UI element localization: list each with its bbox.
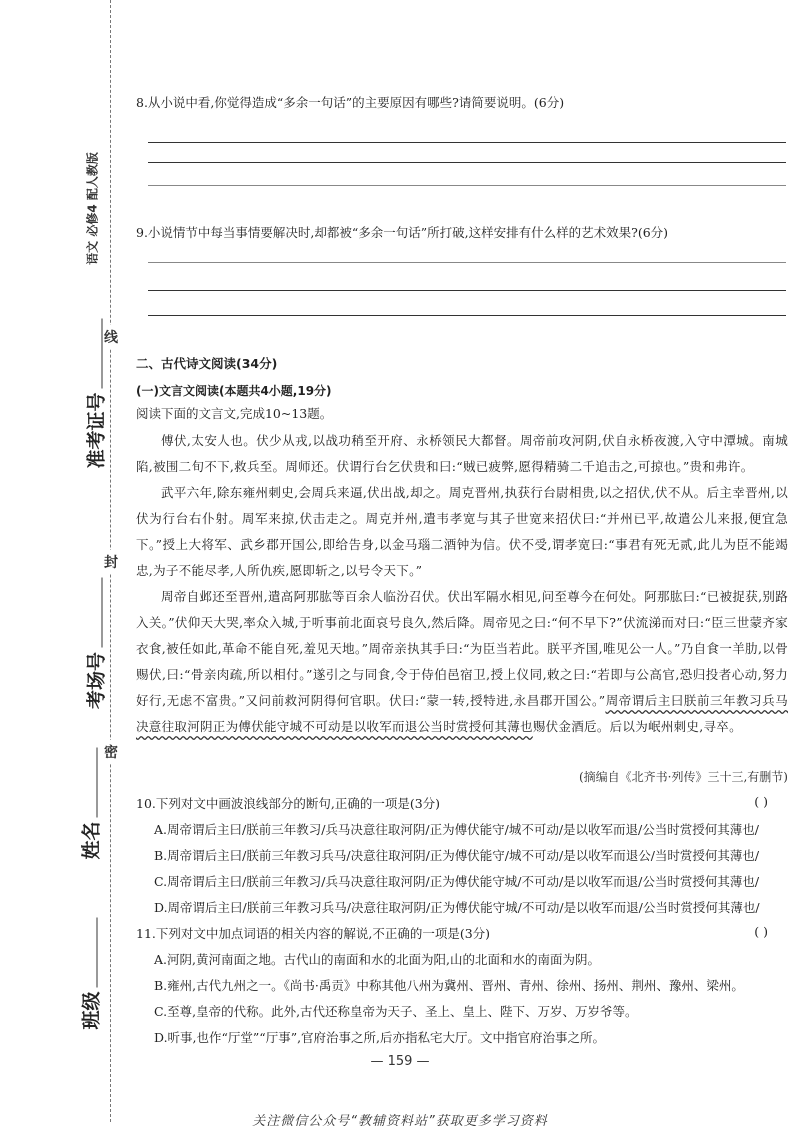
option-c[interactable]: C.周帝谓后主曰/朕前三年教习/兵马决意往取河阴/正为傅伏能守城/不可动/是以收军而退/公当时赏授何其薄也/ <box>154 874 760 889</box>
answer-bracket[interactable]: ( ) <box>754 924 768 939</box>
ticket-blank[interactable] <box>102 318 103 388</box>
footer-note: 关注微信公众号“教辅资料站”获取更多学习资料 <box>252 1114 548 1129</box>
cut-mark-secret: 密 <box>104 740 118 764</box>
passage-paragraph-1: 傅伏,太安人也。伏少从戎,以战功稍至开府、永桥领民大都督。周帝前攻河阴,伏自永桥夜渡,入守中潭城。南城陷,被围二旬不下,救兵至。周师还。伏谓行台乞伏贵和曰:“贼已疲弊,愿得精骑二千追击之,可掠也。”贵和弗许。 <box>136 433 788 474</box>
reading-instruction: 阅读下面的文言文,完成10~13题。 <box>136 406 333 421</box>
option-a[interactable]: A.河阴,黄河南面之地。古代山的南面和水的北面为阳,山的北面和水的南面为阴。 <box>154 952 600 967</box>
side-book-label: 语文 必修4 配人教版 <box>85 152 100 265</box>
option-a[interactable]: A.周帝谓后主曰/朕前三年教习/兵马决意往取河阴/正为傅伏能守/城不可动/是以收军而退/公当时赏授何其薄也/ <box>154 822 759 837</box>
option-d[interactable]: D.听事,也作“厅堂”“厅事”,官府治事之所,后亦指私宅大厅。文中指官府治事之所。 <box>154 1030 606 1045</box>
section-heading: 二、古代诗文阅读(34分) <box>136 356 278 371</box>
name-label: 姓名 <box>80 821 103 860</box>
cut-mark-line: 线 <box>104 325 118 349</box>
answer-line[interactable] <box>148 315 786 316</box>
wavy-underlined-passage: 周帝谓后主曰朕前三年教习兵马决意往取河阴正为傅伏能守城不可动是以收军而退公当时赏授何其薄也 <box>136 693 789 734</box>
name-blank[interactable] <box>97 748 98 818</box>
passage-source: (摘编自《北齐书·列传》三十三,有删节) <box>579 770 788 784</box>
answer-line[interactable] <box>148 185 786 186</box>
room-label: 考场号 <box>85 652 108 710</box>
room-blank[interactable] <box>102 578 103 648</box>
answer-line[interactable] <box>148 262 786 263</box>
question-8: 8.从小说中看,你觉得造成“多余一句话”的主要原因有哪些?请简要说明。(6分) <box>136 95 565 110</box>
question-9: 9.小说情节中每当事情要解决时,却都被“多余一句话”所打破,这样安排有什么样的艺术效果?(6分) <box>136 225 669 240</box>
answer-line[interactable] <box>148 162 786 163</box>
passage-paragraph-2: 武平六年,除东雍州刺史,会周兵来逼,伏出战,却之。周克晋州,执获行台尉相贵,以之招伏,伏不从。后主幸晋州,以伏为行台右仆射。周军来掠,伏击走之。周克并州,遣韦孝宽与其子世宽来招伏曰:“并州已平,故遣公儿来报,便宜急下。”授上大将军、武乡郡开国公,即给告身,以金马瑙二酒钟为信。伏不受,谓孝宽曰:“事君有死无贰,此儿为臣不能竭忠,为子不能尽孝,人所仇疾,愿即斩之,以号令天下。” <box>136 485 788 578</box>
passage-p3-ending: 赐伏金酒卮。后以为岷州刺史,寻卒。 <box>532 719 742 734</box>
option-b[interactable]: B.雍州,古代九州之一。《尚书·禹贡》中称其他八州为冀州、晋州、青州、徐州、扬州、荆州、豫州、梁州。 <box>154 978 744 993</box>
answer-line[interactable] <box>148 290 786 291</box>
side-name-field <box>77 744 104 864</box>
side-room-field <box>82 574 109 714</box>
option-c[interactable]: C.至尊,皇帝的代称。此外,古代还称皇帝为天子、圣上、皇上、陛下、万岁、万岁爷等。 <box>154 1004 638 1019</box>
option-d[interactable]: D.周帝谓后主曰/朕前三年教习兵马/决意往取河阴/正为傅伏能守城/不可动/是以收军而退/公当时赏授何其薄也/ <box>154 900 760 915</box>
side-class-field <box>77 914 104 1034</box>
cut-mark-seal: 封 <box>104 550 118 574</box>
ticket-label: 准考证号 <box>85 392 108 469</box>
question-10: 10.下列对文中画波浪线部分的断句,正确的一项是(3分) <box>136 796 441 811</box>
passage-p3-text: 周帝自邺还至晋州,遣高阿那肱等百余人临汾召伏。伏出军隔水相见,问至尊今在何处。阿那肱曰:“已被捉获,别路入关。”伏仰天大哭,率众入城,于听事前北面哀号良久,然后降。周帝见之曰:“何不早下?”伏流涕而对曰:“臣三世蒙齐家衣食,被任如此,革命不能自死,羞见天地。”周帝亲执其手曰:“为臣当若此。朕平齐国,唯见公一人。”乃自食一羊肋,以骨赐伏,曰:“骨亲肉疏,所以相付。”遂引之与同食,令于侍伯邑宿卫,授上仪同,敕之曰:“若即与公高官,恐归投者心动,努力好行,无虑不富贵。”又问前救河阴得何官职。伏曰:“蒙一转,授特进,永昌郡开国公。” <box>136 589 788 708</box>
answer-bracket[interactable]: ( ) <box>754 794 768 809</box>
class-blank[interactable] <box>97 918 98 988</box>
class-label: 班级 <box>80 991 103 1030</box>
subsection-heading: (一)文言文阅读(本题共4小题,19分) <box>136 384 332 398</box>
page-number: — 159 — <box>370 1054 430 1069</box>
answer-line[interactable] <box>148 142 786 143</box>
passage-paragraph-3 <box>136 584 788 740</box>
option-b[interactable]: B.周帝谓后主曰/朕前三年教习兵马/决意往取河阴/正为傅伏能守/城不可动/是以收军而退公/当时赏授何其薄也/ <box>154 848 760 863</box>
question-11: 11.下列对文中加点词语的相关内容的解说,不正确的一项是(3分) <box>136 926 491 941</box>
